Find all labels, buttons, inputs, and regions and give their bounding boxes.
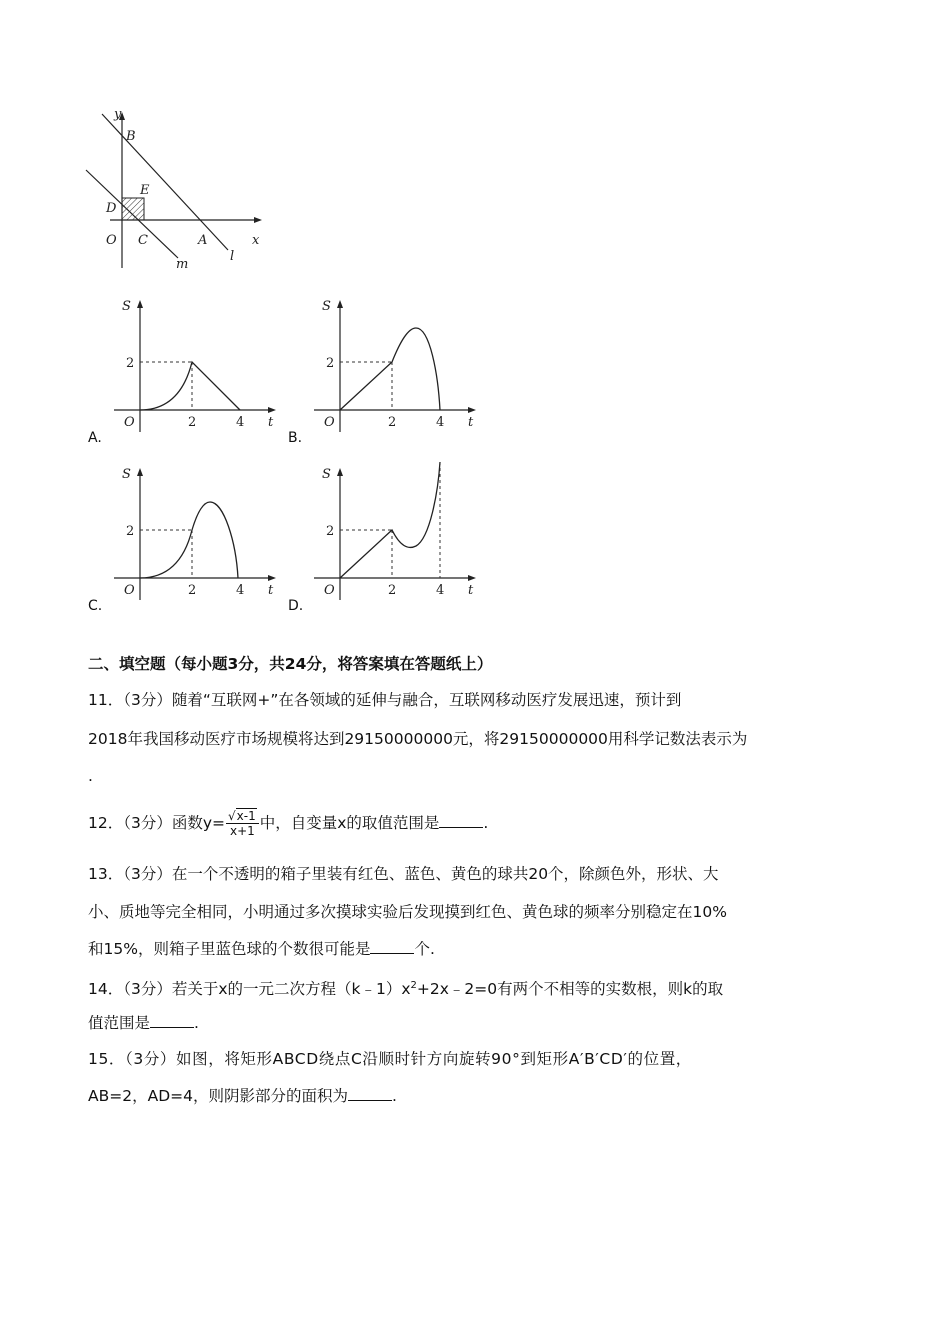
svg-text:S: S bbox=[322, 299, 331, 314]
svg-text:2: 2 bbox=[126, 524, 135, 539]
curve-a bbox=[140, 362, 240, 410]
curve-c bbox=[140, 502, 238, 578]
q14-line1-pre: 14．（3分）若关于x的一元二次方程（k﹣1）x bbox=[88, 980, 411, 999]
svg-text:2: 2 bbox=[126, 356, 135, 371]
q14-line2-post: . bbox=[194, 1014, 199, 1032]
svg-text:O: O bbox=[324, 583, 335, 598]
graph-d bbox=[310, 462, 480, 602]
svg-text:2: 2 bbox=[188, 583, 197, 598]
q15-line2 bbox=[88, 1086, 397, 1106]
q13-line3 bbox=[88, 939, 435, 959]
svg-text:y: y bbox=[114, 107, 122, 122]
curve-b bbox=[340, 328, 440, 410]
q12-denominator: x+1 bbox=[229, 824, 255, 838]
q13-line1: 13．（3分）在一个不透明的箱子里装有红色、蓝色、黄色的球共20个，除颜色外，形状、大 bbox=[88, 865, 719, 883]
option-d-label: D. bbox=[288, 598, 304, 614]
svg-text:2: 2 bbox=[388, 583, 397, 598]
q15-line2-post: . bbox=[391, 1087, 397, 1105]
svg-text:t: t bbox=[468, 415, 474, 430]
q13-line2: 小、质地等完全相同，小明通过多次摸球实验后发现摸到红色、黄色球的频率分别稳定在10% bbox=[88, 903, 727, 921]
svg-text:S: S bbox=[122, 299, 131, 314]
svg-text:4: 4 bbox=[436, 415, 445, 430]
graph-b bbox=[310, 294, 480, 434]
q13-answer-blank bbox=[370, 939, 414, 954]
svg-text:O: O bbox=[124, 415, 135, 430]
q14-line2-pre: 值范围是 bbox=[88, 1014, 151, 1032]
graph-a bbox=[110, 294, 280, 434]
q13-line3-pre: 和15%，则箱子里蓝色球的个数很可能是 bbox=[88, 940, 371, 958]
curve-d bbox=[340, 462, 440, 578]
svg-text:B: B bbox=[126, 129, 136, 144]
q12-numerator: x-1 bbox=[236, 809, 256, 823]
q14-line1-post: +2x﹣2=0有两个不相等的实数根，则k的取 bbox=[416, 980, 724, 999]
svg-text:4: 4 bbox=[436, 583, 445, 598]
option-a-label: A. bbox=[88, 430, 102, 446]
q12-fraction: $\frac{√x-1}{x+1}$ bbox=[226, 809, 259, 838]
svg-text:m: m bbox=[176, 257, 189, 272]
svg-text:4: 4 bbox=[236, 583, 245, 598]
q12-end: . bbox=[483, 814, 489, 832]
q14-answer-blank bbox=[150, 1013, 194, 1028]
svg-text:D: D bbox=[106, 201, 117, 216]
shaded-square bbox=[122, 198, 144, 220]
svg-text:S: S bbox=[322, 467, 331, 482]
q12-answer-blank bbox=[439, 813, 483, 828]
svg-text:2: 2 bbox=[188, 415, 197, 430]
svg-text:x: x bbox=[252, 233, 260, 248]
q13-line3-post: 个. bbox=[414, 940, 435, 958]
option-b-label: B. bbox=[288, 430, 303, 446]
svg-text:E: E bbox=[140, 183, 150, 198]
svg-text:2: 2 bbox=[326, 524, 335, 539]
svg-text:A: A bbox=[198, 233, 208, 248]
svg-text:l: l bbox=[230, 249, 235, 264]
svg-text:t: t bbox=[468, 583, 474, 598]
option-c-label: C. bbox=[88, 598, 103, 614]
q14-superscript: 2 bbox=[410, 980, 417, 991]
q12-line bbox=[88, 808, 488, 838]
q15-answer-blank bbox=[348, 1086, 392, 1101]
svg-text:O: O bbox=[324, 415, 335, 430]
q12-prefix: 12．（3分）函数y= bbox=[88, 814, 225, 832]
svg-text:4: 4 bbox=[236, 415, 245, 430]
q15-line1: 15．（3分）如图，将矩形ABCD绕点C沿顺时针方向旋转90°到矩形A′B′CD′的位置， bbox=[88, 1050, 692, 1068]
svg-text:O: O bbox=[106, 233, 117, 248]
svg-text:C: C bbox=[138, 233, 148, 248]
q11-line1: 11．（3分）随着“互联网+”在各领域的延伸与融合，互联网移动医疗发展迅速，预计到 bbox=[88, 691, 682, 709]
section-title: 二、填空题（每小题3分，共24分，将答案填在答题纸上） bbox=[88, 655, 493, 673]
q14-line2 bbox=[88, 1013, 199, 1033]
graph-c bbox=[110, 462, 280, 602]
svg-text:S: S bbox=[122, 467, 131, 482]
q15-line2-pre: AB=2，AD=4，则阴影部分的面积为 bbox=[88, 1087, 348, 1105]
svg-text:2: 2 bbox=[326, 356, 335, 371]
svg-text:t: t bbox=[268, 415, 274, 430]
line-l bbox=[102, 114, 228, 250]
q11-line2: 2018年我国移动医疗市场规模将达到29150000000元，将29150000000用科学记数法表示为 bbox=[88, 730, 748, 748]
q14-line1 bbox=[88, 976, 723, 999]
svg-text:t: t bbox=[268, 583, 274, 598]
coordinate-figure bbox=[80, 108, 270, 273]
q11-line3: . bbox=[88, 767, 93, 785]
q12-suffix: 中，自变量x的取值范围是 bbox=[259, 814, 440, 832]
svg-text:O: O bbox=[124, 583, 135, 598]
svg-text:2: 2 bbox=[388, 415, 397, 430]
